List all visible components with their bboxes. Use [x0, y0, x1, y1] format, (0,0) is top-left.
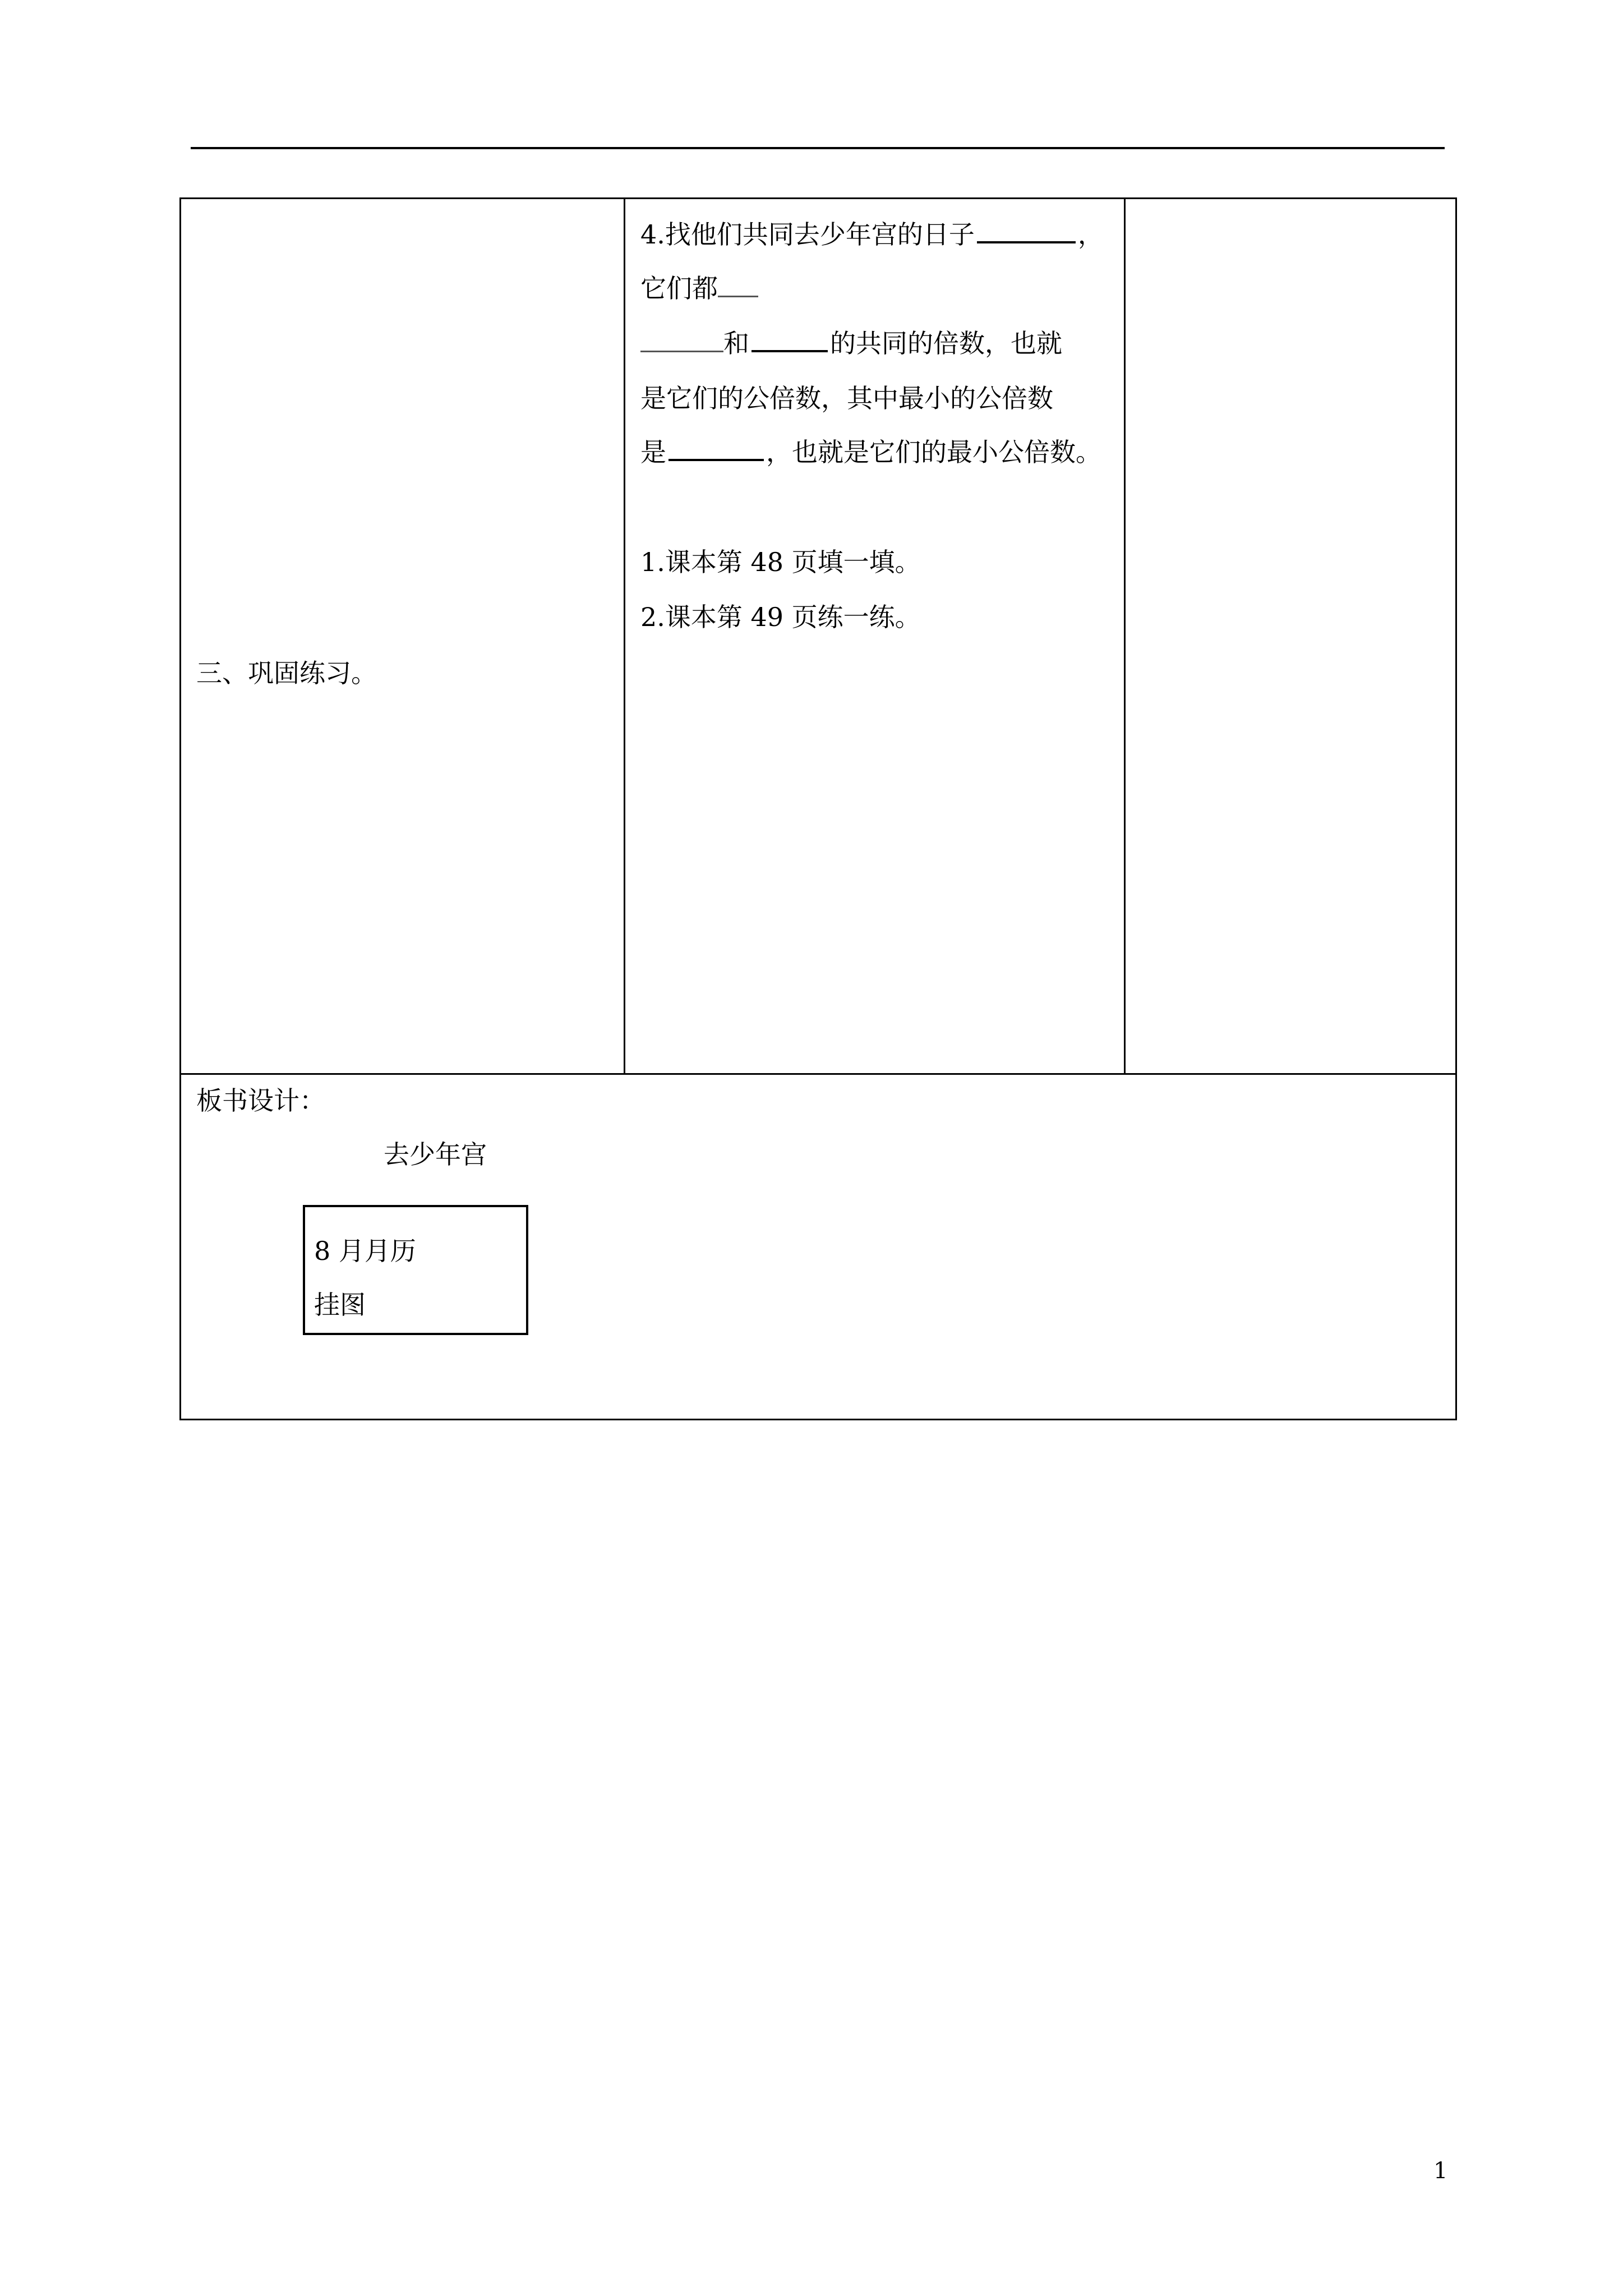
q4-line2: [640, 260, 758, 316]
blank-4: [668, 459, 764, 461]
blank-2a: [718, 296, 758, 297]
q4-line3: [640, 315, 1062, 371]
blank-3: [751, 350, 828, 352]
page-number: 1: [1433, 2158, 1448, 2184]
board-label: 板书设计：: [196, 1085, 325, 1116]
q4-line5-suffix: ，也就是它们的最小公倍数。: [766, 437, 1101, 467]
q4-line4: 是它们的公倍数，其中最小的公倍数: [640, 383, 1053, 413]
exercise-1: 1.课本第 48 页填一填。: [640, 547, 921, 577]
q4-line1-suffix: ，: [1077, 219, 1104, 250]
q4-line2-text: 它们都: [640, 273, 718, 303]
box-line-2: 挂图: [314, 1290, 366, 1320]
blank-2b: [640, 351, 723, 352]
q4-line3-mid: 和: [723, 328, 749, 358]
section-title: 三、巩固练习。: [196, 658, 377, 688]
q4-line5: [640, 424, 1101, 480]
table-cell-right: [1124, 197, 1457, 1075]
exercise-2: 2.课本第 49 页练一练。: [640, 602, 921, 632]
table-cell-left: [179, 197, 625, 1075]
header-rule: [191, 147, 1445, 149]
blank-1: [977, 241, 1076, 243]
q4-line1: [640, 206, 1104, 263]
board-title: 去少年宫: [384, 1139, 487, 1170]
q4-line3-suffix: 的共同的倍数，也就: [830, 328, 1062, 358]
q4-line5-prefix: 是: [640, 437, 666, 467]
box-line-1: 8 月月历: [314, 1236, 416, 1266]
q4-line1-prefix: 4.找他们共同去少年宫的日子: [640, 219, 975, 250]
